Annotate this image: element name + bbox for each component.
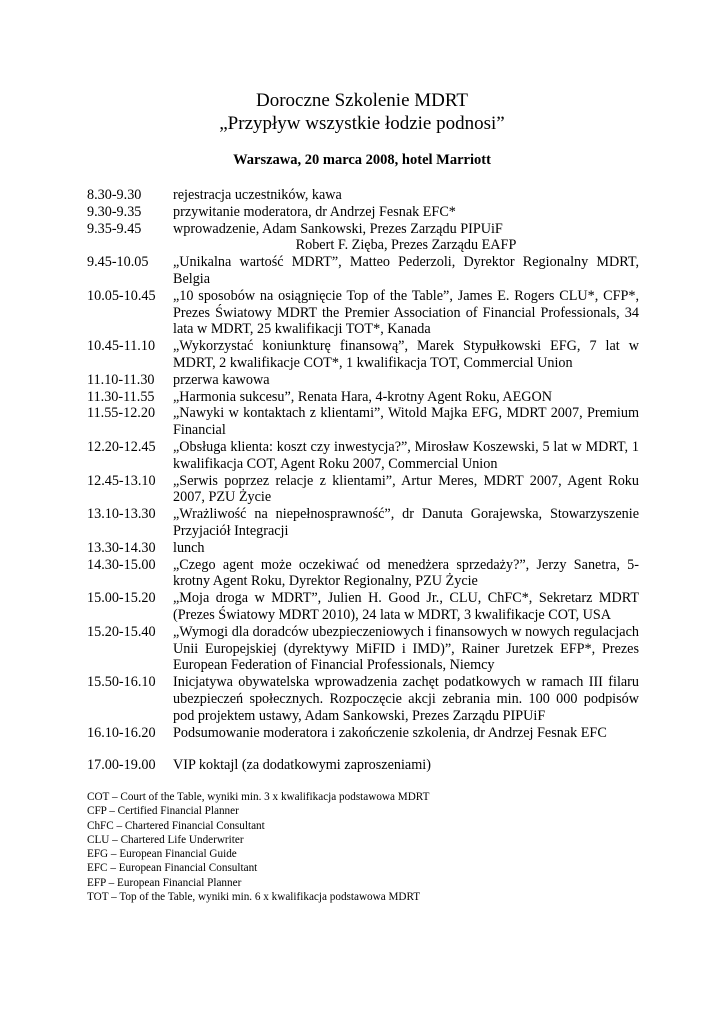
agenda-item [87,338,639,372]
agenda-time: 13.10-13.30 [87,506,156,523]
legend-entry: EFC – European Financial Consultant [87,862,258,875]
agenda-time: 17.00-19.00 [87,757,156,774]
agenda-item-continued [87,237,639,254]
agenda-item [87,389,639,406]
event-location-date: Warszawa, 20 marca 2008, hotel Marriott [233,152,491,168]
agenda-description: Robert F. Zięba, Prezes Zarządu EAFP [295,237,517,254]
agenda-item [87,221,639,238]
agenda-item [87,757,639,774]
agenda-time: 15.00-15.20 [87,590,156,607]
agenda-description: „10 sposobów na osiągnięcie Top of the Table”, James E. Rogers CLU*, CFP*, Prezes Światowy MDRT the Premier Association of Financial Professionals, 34 lata w MDRT, 25 kwalifikacji TOT*, Kanada [173,287,639,338]
agenda-time: 12.45-13.10 [87,472,156,489]
agenda-description: Podsumowanie moderatora i zakończenie szkolenia, dr Andrzej Fesnak EFC [173,724,607,741]
agenda-time: 10.05-10.45 [87,287,156,304]
agenda-description: „Czego agent może oczekiwać od menedżera sprzedaży?”, Jerzy Sanetra, 5-krotny Agent Roku, Dyrektor Regionalny, PZU Życie [173,556,639,590]
agenda-time: 12.20-12.45 [87,438,156,455]
agenda-item [87,506,639,540]
agenda-description: „Wrażliwość na niepełnosprawność”, dr Danuta Gorajewska, Stowarzyszenie Przyjaciół Integracji [173,506,639,539]
agenda-description: „Wykorzystać koniunkturę finansową”, Marek Stypułkowski EFG, 7 lat w MDRT, 2 kwalifikacje COT*, 1 kwalifikacja TOT, Commercial Union [173,338,639,371]
agenda-description: przerwa kawowa [173,371,270,388]
agenda-item [87,540,639,557]
document-title: Doroczne Szkolenie MDRT [255,90,469,111]
legend-entry: EFP – European Financial Planner [87,876,242,889]
agenda-description: „Unikalna wartość MDRT”, Matteo Pederzoli, Dyrektor Regionalny MDRT, Belgia [173,254,639,287]
agenda-description: „Obsługa klienta: koszt czy inwestycja?”, Mirosław Koszewski, 5 lat w MDRT, 1 kwalifikacja COT, Agent Roku 2007, Commercial Union [173,438,639,472]
agenda-item [87,439,639,473]
agenda-description: rejestracja uczestników, kawa [173,187,342,203]
legend-entry: COT – Court of the Table, wyniki min. 3 x kwalifikacja podstawowa MDRT [87,791,430,803]
agenda-time: 9.45-10.05 [87,254,149,271]
agenda-description: „Nawyki w kontaktach z klientami”, Witold Majka EFG, MDRT 2007, Premium Financial [173,405,639,439]
agenda-description: Inicjatywa obywatelska wprowadzenia zachęt podatkowych w ramach III filaru ubezpieczeń społecznych. Rozpoczęcie akcji zebrania min. 100 000 podpisów pod projektem ustawy, Adam Sankowski, Prezes Zarządu PIPUiF [173,674,639,724]
agenda-description: VIP koktajl (za dodatkowymi zaproszeniami) [173,757,431,774]
document-motto: „Przypływ wszystkie łodzie podnosi” [219,113,505,134]
agenda-time: 11.10-11.30 [87,371,155,388]
agenda-time: 14.30-15.00 [87,556,156,573]
agenda-time: 9.30-9.35 [87,203,142,220]
agenda-description: „Serwis poprzez relacje z klientami”, Artur Meres, MDRT 2007, Agent Roku 2007, PZU Życie [173,472,639,506]
agenda-time: 15.50-16.10 [87,674,156,691]
agenda-time: 11.55-12.20 [87,405,156,422]
agenda-item [87,254,639,288]
agenda-description: lunch [173,539,205,556]
legend-entry: ChFC – Chartered Financial Consultant [87,819,265,832]
agenda-description: „Wymogi dla doradców ubezpieczeniowych i finansowych w nowych regulacjach Unii Europejskiej (dyrektywy MiFID i IMD)”, Rainer Juretzek EFP*, Prezes European Federation of Financial Professionals, Niemcy [173,623,639,674]
agenda-time: 15.20-15.40 [87,623,156,640]
agenda-description: wprowadzenie, Adam Sankowski, Prezes Zarządu PIPUiF [173,220,503,237]
agenda-description: „Harmonia sukcesu”, Renata Hara, 4-krotny Agent Roku, AEGON [173,388,553,405]
agenda-item [87,372,639,389]
agenda-item [87,590,639,624]
legend-entry: CLU – Chartered Life Underwriter [87,833,244,846]
agenda-time: 11.30-11.55 [87,388,155,405]
agenda-description: „Moja droga w MDRT”, Julien H. Good Jr., CLU, ChFC*, Sekretarz MDRT (Prezes Światowy MDRT 2010), 24 lata w MDRT, 3 kwalifikacje COT, USA [173,590,639,623]
legend-entry: TOT – Top of the Table, wyniki min. 6 x kwalifikacja podstawowa MDRT [87,891,421,904]
agenda-item [87,725,639,742]
legend-entry: CFP – Certified Financial Planner [87,805,239,818]
agenda-time: 13.30-14.30 [87,539,156,556]
agenda-item [87,288,639,338]
agenda-item [87,624,639,674]
agenda-item [87,557,639,591]
agenda-item [87,405,639,439]
agenda-item [87,204,639,221]
agenda-description: przywitanie moderatora, dr Andrzej Fesnak EFC* [173,203,456,220]
agenda-time: 16.10-16.20 [87,724,156,741]
abbreviations-legend [87,790,647,904]
agenda-item [87,473,639,507]
agenda-item [87,674,639,724]
agenda-item [87,187,639,204]
agenda-list [87,187,639,774]
agenda-time: 9.35-9.45 [87,220,142,237]
agenda-time: 10.45-11.10 [87,338,156,355]
legend-entry: EFG – European Financial Guide [87,848,237,861]
agenda-time: 8.30-9.30 [87,187,142,203]
